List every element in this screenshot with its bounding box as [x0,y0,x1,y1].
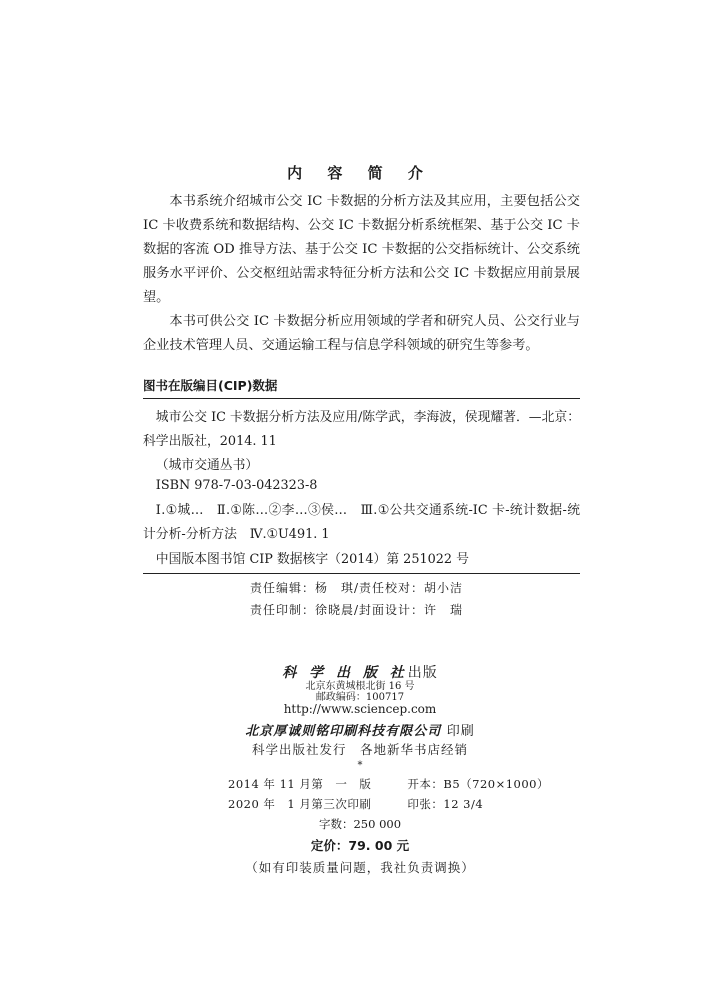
publisher-url: http://www.sciencep.com [283,702,437,716]
separator-star: * [357,760,363,771]
word-count: 字数：250 000 [318,817,402,831]
cip-approval: 中国版本图书馆 CIP 数据核字（2014）第 251022 号 [155,552,469,567]
printing-line: 2020 年 1 月第三次印刷 印张：12 3/4 [228,797,484,811]
printer-name-suffix: 印刷 [446,724,475,739]
cip-isbn: ISBN 978-7-03-042323-8 [155,478,318,493]
price: 定价：79. 00 元 [310,838,410,853]
editors-line-1: 责任编辑：杨 琪/责任校对：胡小洁 [250,581,464,595]
cip-top-rule [143,398,580,399]
publisher-address: 北京东黄城根北街 16 号 [305,681,415,692]
printer-name [0,720,720,739]
editors-line-2: 责任印制：徐晓晨/封面设计：许 瑞 [250,603,464,617]
intro-title: 内 容 简 介 [287,164,433,182]
publisher-name-suffix: 出版 [407,665,438,681]
printer-name-text: 北京厚诚则铭印刷科技有限公司 [245,724,442,739]
quality-notice: （如有印装质量问题，我社负责调换） [245,860,475,875]
publisher-postcode: 邮政编码：100717 [315,692,405,703]
cip-record: 城市公交 IC 卡数据分析方法及应用/陈学武，李海波，侯现耀著．—北京：科学出版社，2014. 11 [143,410,580,449]
intro-paragraph-1: 本书系统介绍城市公交 IC 卡数据的分析方法及其应用，主要包括公交 IC 卡收费系统和数据结构、公交 IC 卡数据分析系统框架、基于公交 IC 卡数据的客流 OD 推导方法、基于公交 IC 卡数据的公交指标统计、公交系统服务水平评价、公交枢纽站需求特征分析方法和公交 IC 卡数据应用前景展望。 [143,194,580,305]
cip-bottom-rule [143,573,580,574]
publisher-name [0,662,720,682]
edition-line: 2014 年 11 月第 一 版 开本：B5（720×1000） [228,777,549,791]
cip-heading: 图书在版编目(CIP)数据 [143,378,278,393]
cip-series: （城市交通丛书） [155,458,259,473]
intro-paragraph-2: 本书可供公交 IC 卡数据分析应用领域的学者和研究人员、公交行业与企业技术管理人员、交通运输工程与信息学科领域的研究生等参考。 [143,314,580,353]
publisher-name-text: 科 学 出 版 社 [282,665,408,681]
intro-body [143,190,580,358]
distribution-line: 科学出版社发行 各地新华书店经销 [251,742,468,757]
cip-classification: Ⅰ.①城… Ⅱ.①陈…②李…③侯… Ⅲ.①公共交通系统-IC 卡-统计数据-统计分析-分析方法 Ⅳ.①U491. 1 [143,503,580,542]
